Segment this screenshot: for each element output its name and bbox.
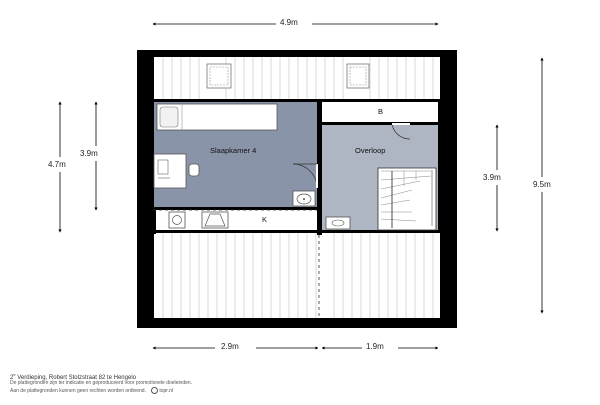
boiler bbox=[326, 217, 350, 229]
footer-title-rest: Verdieping, Robert Stolzstraat 82 te Hengelo bbox=[15, 375, 136, 381]
desk-chair bbox=[189, 164, 199, 176]
footer-brand[interactable]: topr.nl bbox=[159, 387, 173, 394]
washing-machine bbox=[169, 212, 185, 228]
brand-logo-icon bbox=[151, 387, 158, 394]
room-label-bedroom: Slaapkamer 4 bbox=[210, 146, 257, 155]
footer-title-prefix: 2 bbox=[10, 375, 14, 381]
bed bbox=[157, 104, 277, 130]
footer-disclaimer-2: Aan de plattegronden kunnen geen rechten worden ontleend. bbox=[10, 387, 146, 394]
sink bbox=[293, 191, 315, 206]
footer-title-superscript: e bbox=[13, 372, 16, 377]
footer-disclaimer-2-row bbox=[10, 387, 173, 394]
skylight-right bbox=[347, 64, 369, 88]
staircase bbox=[378, 168, 436, 230]
dim-left-inner-height: 3.9m bbox=[80, 149, 98, 158]
room-label-storage-b: B bbox=[378, 107, 384, 116]
dim-right-outer-height: 9.5m bbox=[533, 180, 551, 189]
dim-right-inner-height: 3.9m bbox=[483, 173, 501, 182]
wall-b-bottom bbox=[322, 122, 439, 125]
skylight-left bbox=[207, 64, 231, 88]
desk bbox=[154, 154, 186, 188]
wall-k-bottom bbox=[154, 230, 440, 233]
dim-bottom-right-width: 1.9m bbox=[366, 342, 384, 351]
dim-bottom-left-width: 2.9m bbox=[221, 342, 239, 351]
wall-bottom-left-post bbox=[150, 207, 156, 234]
dryer bbox=[202, 212, 228, 228]
room-label-knee-wall: K bbox=[262, 215, 268, 224]
wall-bedroom-top bbox=[154, 99, 440, 102]
wall-bedroom-bottom bbox=[154, 207, 318, 210]
room-label-landing: Overloop bbox=[355, 146, 386, 155]
dim-left-outer-height: 4.7m bbox=[48, 160, 66, 169]
dim-top-width: 4.9m bbox=[280, 18, 298, 27]
footer-disclaimer-1: De plattegronden zijn ter indicatie en geproduceerd voor promotionele doeleinden. bbox=[10, 380, 193, 386]
